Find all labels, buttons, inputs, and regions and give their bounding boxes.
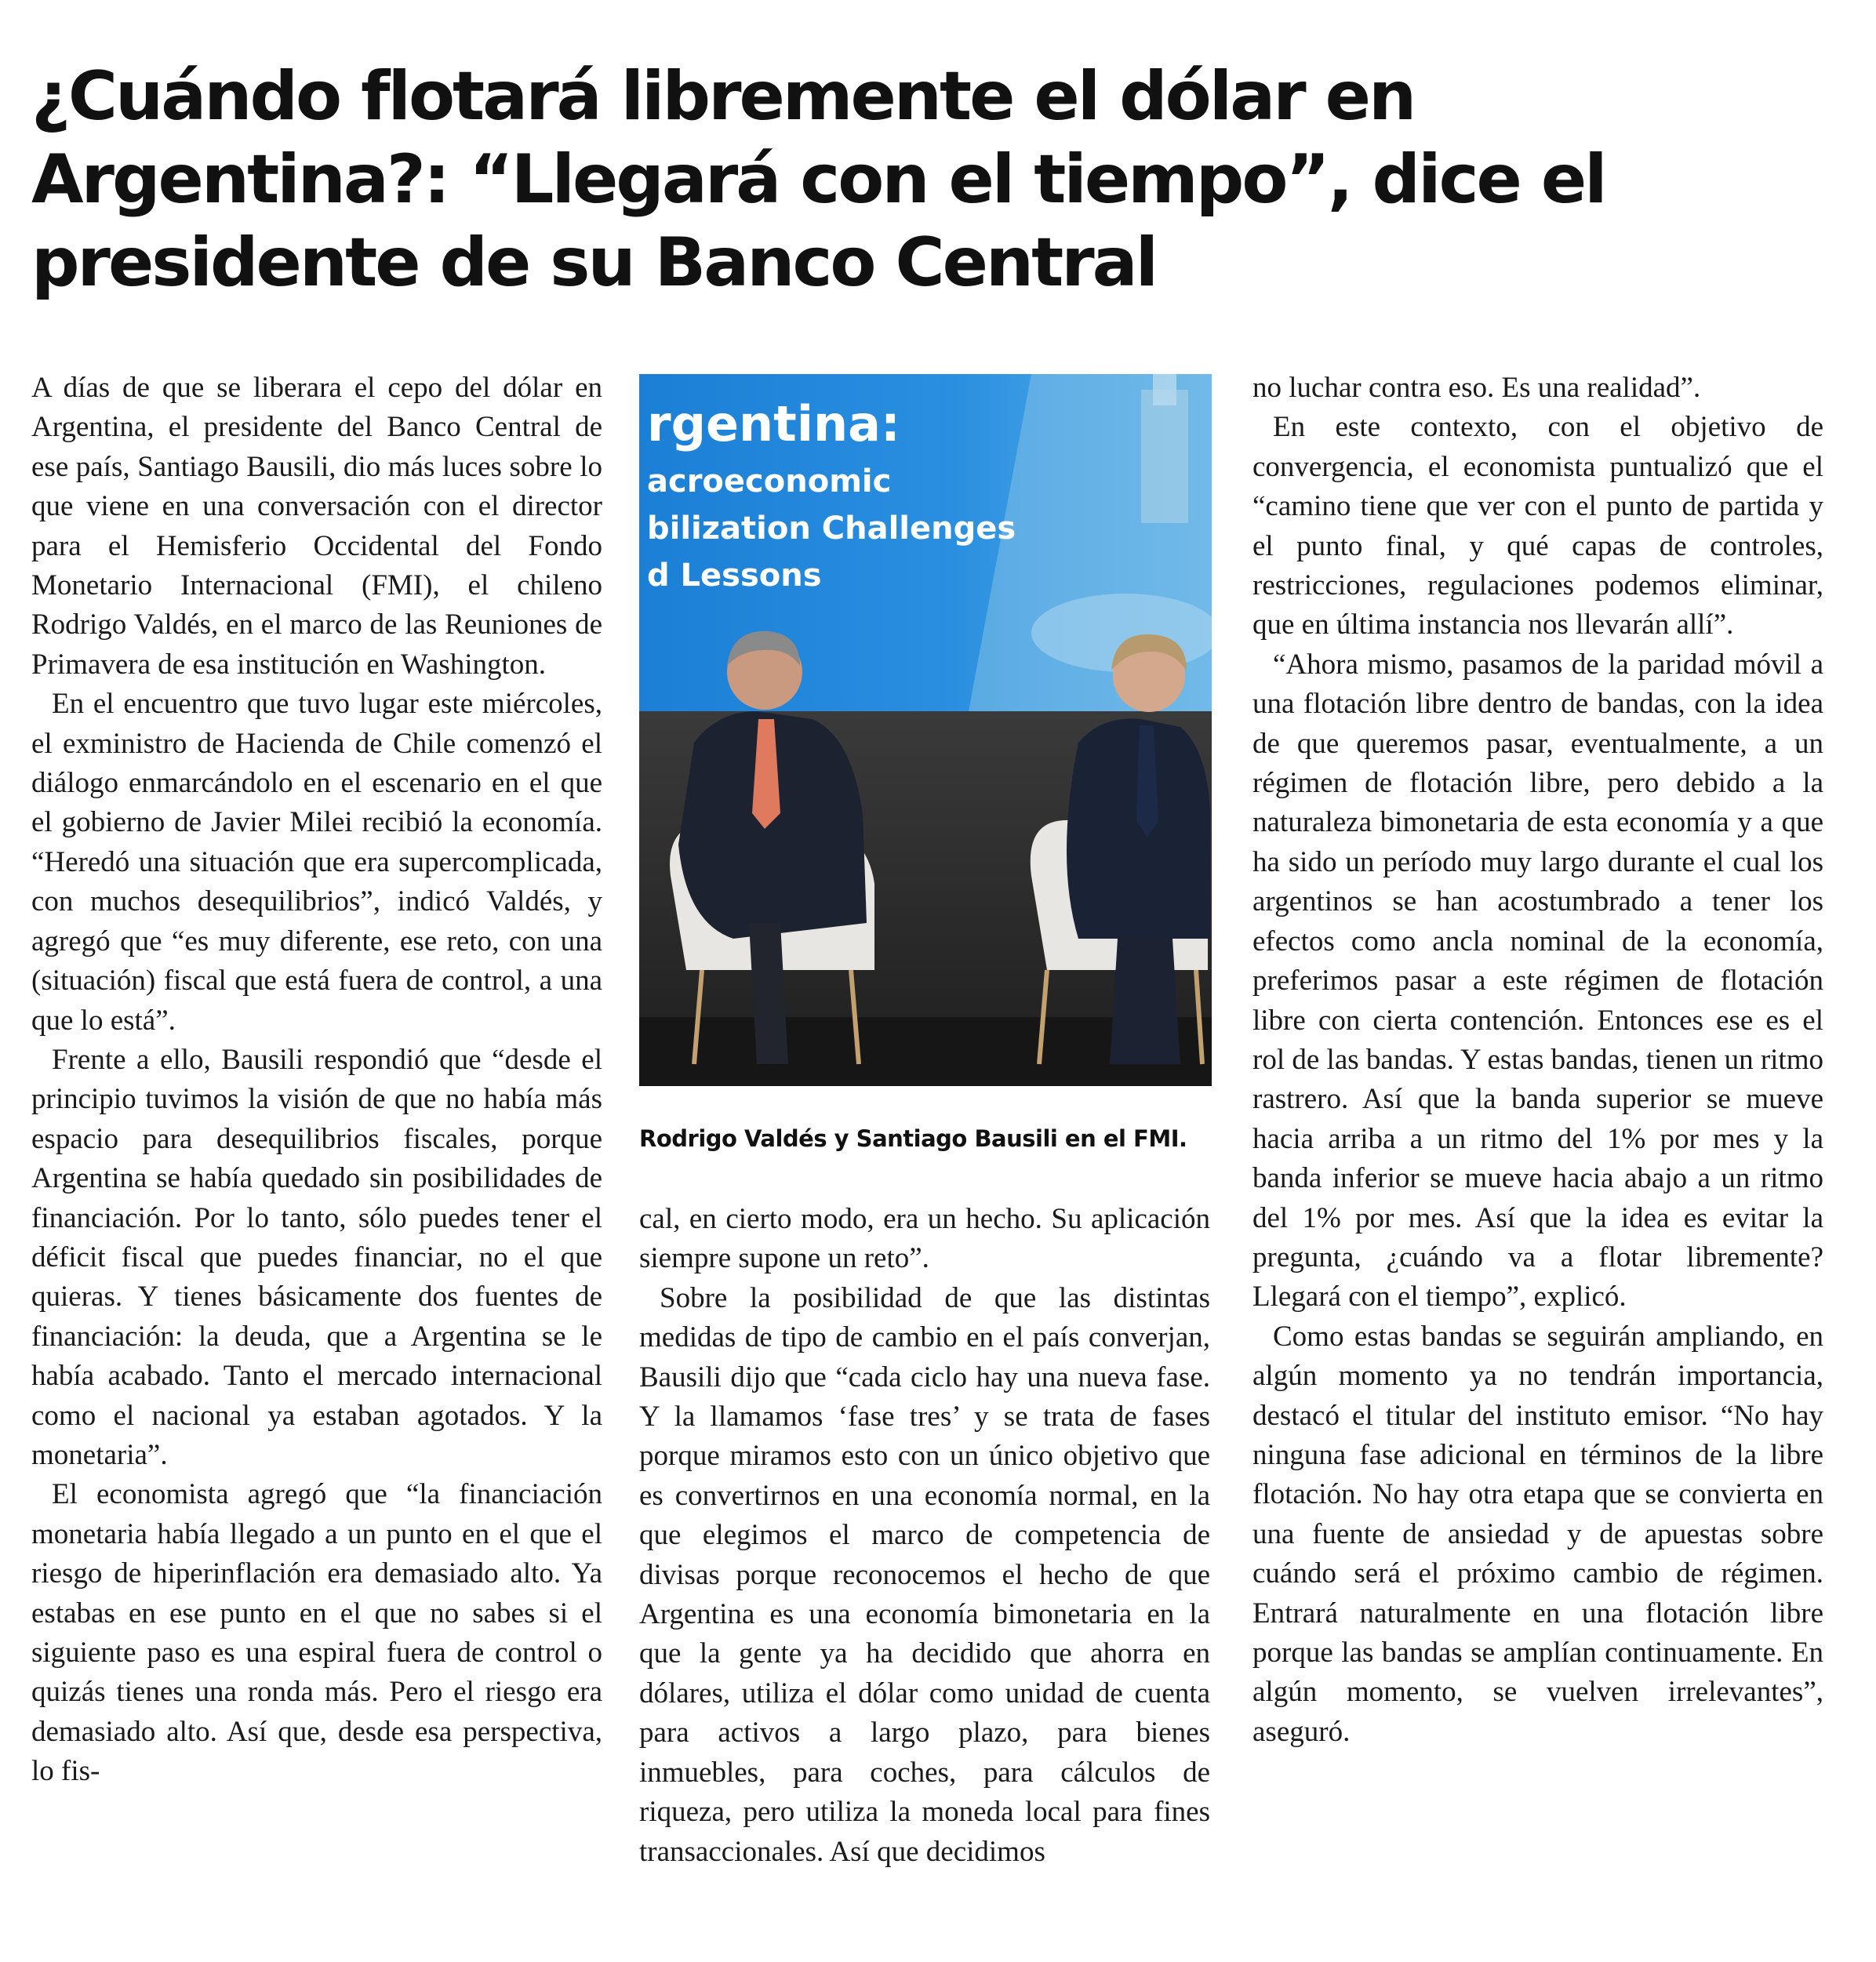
person-right <box>1067 718 1210 939</box>
paragraph: no luchar contra eso. Es una realidad”. <box>1252 372 1701 404</box>
screen-line: bilization Challenges <box>647 510 1016 547</box>
screen-line: d Lessons <box>647 558 822 594</box>
article-column-3 <box>1252 369 1823 1752</box>
paragraph: Sobre la posibilidad de que las distintas medidas de tipo de cambio en el país converjan, Bausili dijo que “cada ciclo hay una nueva fase. Y la llamamos ‘fase tres’ y se trata de fases porque miramos esto con un único objetivo que es convertirnos en una economía normal, en la que elegimos el marco de competencia de divisas porque reconocemos el hecho de que Argentina es una economía bimonetaria en la que la gente ya ha decidido que ahorra en dólares, utiliza el dólar como unidad de cuenta para activos a largo plazo, para bienes inmuebles, para coches, para cálculos de riqueza, pero utiliza la moneda local para fines transaccionales. Así que decidimos <box>639 1281 1210 1868</box>
article-column-2 <box>639 1200 1210 1872</box>
headline: ¿Cuándo flotará libremente el dólar en Argentina?: “Llegará con el tiempo”, dice el presidente de su Banco Central <box>31 57 1605 302</box>
screen-line: acroeconomic <box>647 463 892 500</box>
paragraph: cal, en cierto modo, era un hecho. Su aplicación siempre supone un reto”. <box>639 1203 1210 1275</box>
paragraph: En el encuentro que tuvo lugar este miércoles, el exministro de Hacienda de Chile comenzó el diálogo enmarcándolo en el escenario en el que el gobierno de Javier Milei recibió la economía. “Heredó una situación que era supercomplicada, con muchos desequilibrios”, indicó Valdés, y agregó que “es muy diferente, ese reto, con una (situación) fiscal que está fuera de control, a una que lo está”. <box>31 688 602 1037</box>
article-column-1 <box>31 369 602 1792</box>
screen-title: rgentina: <box>647 395 900 452</box>
photo-caption: Rodrigo Valdés y Santiago Bausili en el FMI. <box>639 1125 1187 1152</box>
paragraph: Como estas bandas se seguirán ampliando, en algún momento ya no tendrán importancia, destacó el titular del instituto emisor. “No hay ninguna fase adicional en términos de la libre flotación. No hay otra etapa que se convierta en una fuente de ansiedad y de apuestas sobre cuándo será el próximo cambio de régimen. Entrará naturalmente en una flotación libre porque las bandas se amplían continuamente. En algún momento, se vuelven irrelevantes”, aseguró. <box>1252 1320 1823 1748</box>
paragraph: El economista agregó que “la financiación monetaria había llegado a un punto en el que el riesgo de hiperinflación era demasiado alto. Ya estabas en ese punto en el que no sabes si el siguiente paso es una espiral fuera de control o quizás tienes una ronda más. Pero el riesgo era demasiado alto. Así que, desde esa perspectiva, lo fis- <box>31 1478 602 1788</box>
article-photo <box>639 374 1212 1086</box>
paragraph: “Ahora mismo, pasamos de la paridad móvil a una flotación libre dentro de bandas, con la idea de que queremos pasar, eventualmente, a un régimen de flotación libre, pero debido a la naturaleza bimonetaria de esta economía y a que ha sido un período muy largo durante el cual los argentinos se han acostumbrado a tener los efectos como ancla nominal de la economía, preferimos pasar a este régimen de flotación libre con cierta contención. Entonces ese es el rol de las bandas. Y estas bandas, tienen un ritmo rastrero. Así que la banda superior se mueve hacia arriba a un ritmo del 1% por mes y la banda inferior se mueve hacia abajo a un ritmo del 1% por mes. Así que la idea es evitar la pregunta, ¿cuándo va a flotar libremente? Llegará con el tiempo”, explicó. <box>1252 648 1823 1313</box>
paragraph: A días de que se liberara el cepo del dólar en Argentina, el presidente del Banco Central de ese país, Santiago Bausili, dio más luces sobre lo que viene en una conversación con el director para el Hemisferio Occidental del Fondo Monetario Internacional (FMI), el chileno Rodrigo Valdés, en el marco de las Reuniones de Primavera de esa institución en Washington. <box>31 372 602 681</box>
paragraph: Frente a ello, Bausili respondió que “desde el principio tuvimos la visión de que no había más espacio para desequilibrios fiscales, porque Argentina se había quedado sin posibilidades de financiación. Por lo tanto, sólo puedes tener el déficit fiscal que puedes financiar, no el que quieras. Y tienes básicamente dos fuentes de financiación: la deuda, que a Argentina se le había acabado. Tanto el mercado internacional como el nacional ya estaban agotados. Y la monetaria”. <box>31 1043 602 1471</box>
paragraph: En este contexto, con el objetivo de convergencia, el economista puntualizó que el “camino tiene que ver con el punto de partida y el punto final, y qué capas de controles, restricciones, regulaciones podemos eliminar, que en última instancia nos llevarán allí”. <box>1252 411 1823 641</box>
